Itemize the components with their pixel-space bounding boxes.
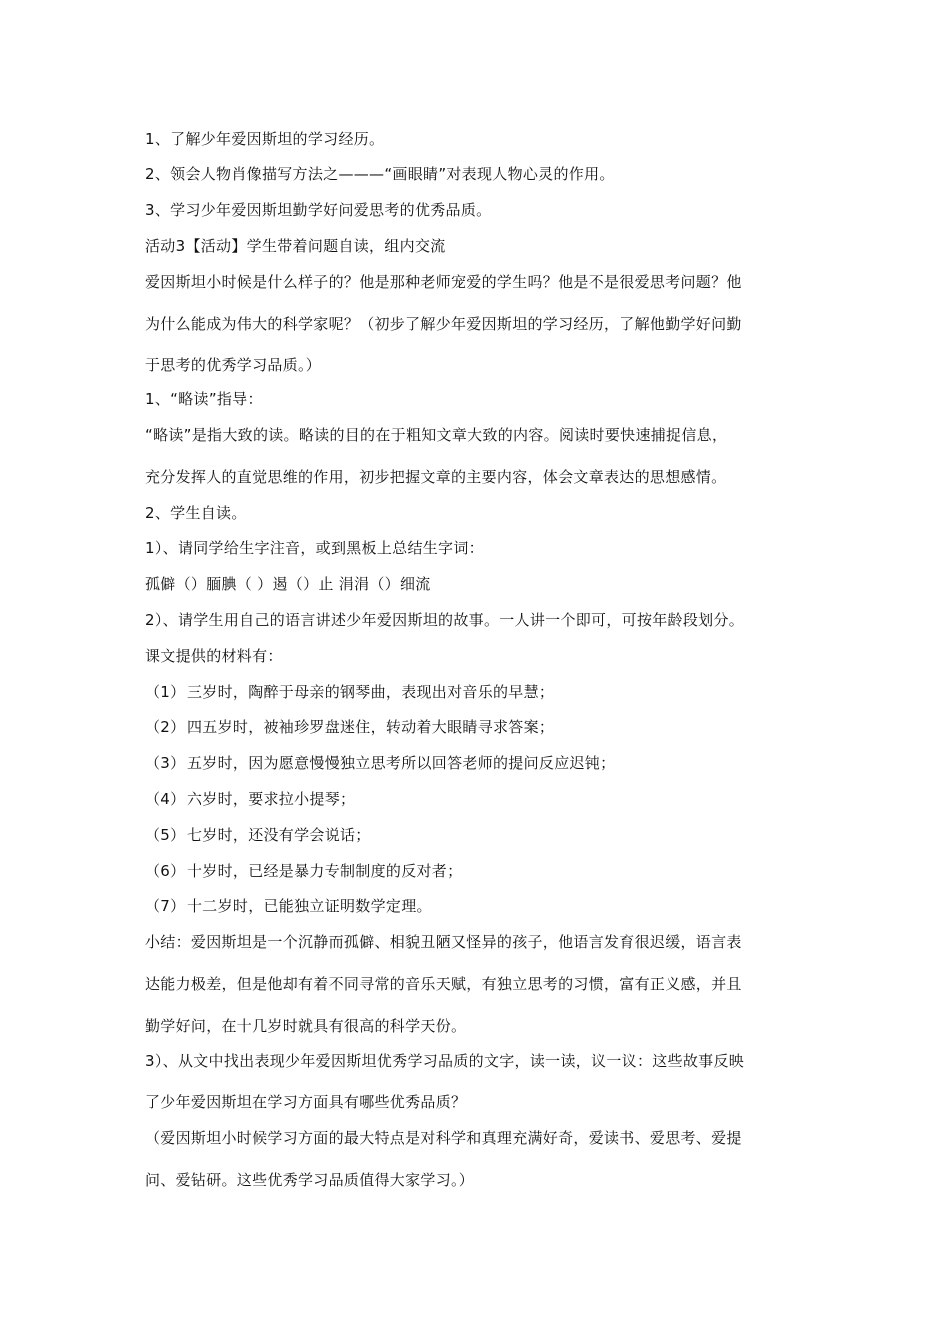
intro-line-3: 于思考的优秀学习品质。）	[145, 356, 322, 374]
activity-heading: 活动3【活动】学生带着问题自读，组内交流	[145, 237, 446, 255]
material-item	[145, 896, 815, 916]
material-item-text: 六岁时，要求拉小提琴；	[187, 790, 356, 808]
materials-heading: 课文提供的材料有：	[145, 647, 283, 665]
material-item-text: 四五岁时，被袖珍罗盘迷住，转动着大眼睛寻求答案；	[187, 718, 555, 736]
material-item-number: （3）	[145, 754, 186, 772]
objective-3: 3、学习少年爱因斯坦勤学好问爱思考的优秀品质。	[145, 201, 492, 219]
material-item-text: 十二岁时，已能独立证明数学定理。	[187, 897, 432, 915]
answer-line-2: 问、爱钻研。这些优秀学习品质值得大家学习。）	[145, 1171, 475, 1189]
material-item-text: 十岁时，已经是暴力专制制度的反对者；	[187, 862, 463, 880]
summary-line-1: 小结：爱因斯坦是一个沉静而孤僻、相貌丑陋又怪异的孩子，他语言发育很迟缓，语言表	[145, 933, 742, 951]
material-item-number: （2）	[145, 718, 186, 736]
material-item	[145, 825, 815, 845]
skim-text-line-2: 充分发挥人的直觉思维的作用，初步把握文章的主要内容，体会文章表达的思想感情。	[145, 468, 727, 486]
material-item-text: 五岁时，因为愿意慢慢独立思考所以回答老师的提问反应迟钝；	[187, 754, 616, 772]
answer-line-1: （爱因斯坦小时候学习方面的最大特点是对科学和真理充满好奇，爱读书、爱思考、爱提	[145, 1129, 742, 1147]
material-item	[145, 861, 815, 881]
material-item	[145, 753, 815, 773]
intro-line-1: 爱因斯坦小时候是什么样子的？他是那种老师宠爱的学生吗？他是不是很爱思考问题？他	[145, 273, 742, 291]
self-read-heading: 2、学生自读。	[145, 504, 247, 522]
question-3-line-1: 3）、从文中找出表现少年爱因斯坦优秀学习品质的文字，读一读，议一议：这些故事反映	[145, 1052, 745, 1070]
vocab-line: 孤僻（）腼腆（ ）遏（）止 涓涓（）细流	[145, 575, 431, 593]
material-item-number: （7）	[145, 897, 186, 915]
objective-2: 2、领会人物肖像描写方法之———“画眼睛”对表现人物心灵的作用。	[145, 165, 615, 183]
material-item-number: （1）	[145, 683, 186, 701]
material-item-number: （4）	[145, 790, 186, 808]
material-item-text: 七岁时，还没有学会说话；	[187, 826, 371, 844]
material-item	[145, 717, 815, 737]
question-1: 1）、请同学给生字注音，或到黑板上总结生字词：	[145, 539, 484, 557]
material-item	[145, 789, 815, 809]
material-item	[145, 682, 815, 702]
objective-1: 1、了解少年爱因斯坦的学习经历。	[145, 130, 385, 148]
material-item-text: 三岁时，陶醉于母亲的钢琴曲，表现出对音乐的早慧；	[187, 683, 555, 701]
skim-text-line-1: “略读”是指大致的读。略读的目的在于粗知文章大致的内容。阅读时要快速捕捉信息，	[145, 426, 728, 444]
intro-line-2: 为什么能成为伟大的科学家呢？（初步了解少年爱因斯坦的学习经历，了解他勤学好问勤	[145, 315, 742, 333]
summary-line-3: 勤学好问，在十几岁时就具有很高的科学天份。	[145, 1017, 467, 1035]
question-3-line-2: 了少年爱因斯坦在学习方面具有哪些优秀品质？	[145, 1093, 467, 1111]
skim-heading: 1、“略读”指导：	[145, 390, 263, 408]
material-item-number: （5）	[145, 826, 186, 844]
material-item-number: （6）	[145, 862, 186, 880]
summary-line-2: 达能力极差，但是他却有着不同寻常的音乐天赋，有独立思考的习惯，富有正义感，并且	[145, 975, 742, 993]
question-2: 2）、请学生用自己的语言讲述少年爱因斯坦的故事。一人讲一个即可，可按年龄段划分。	[145, 611, 745, 629]
